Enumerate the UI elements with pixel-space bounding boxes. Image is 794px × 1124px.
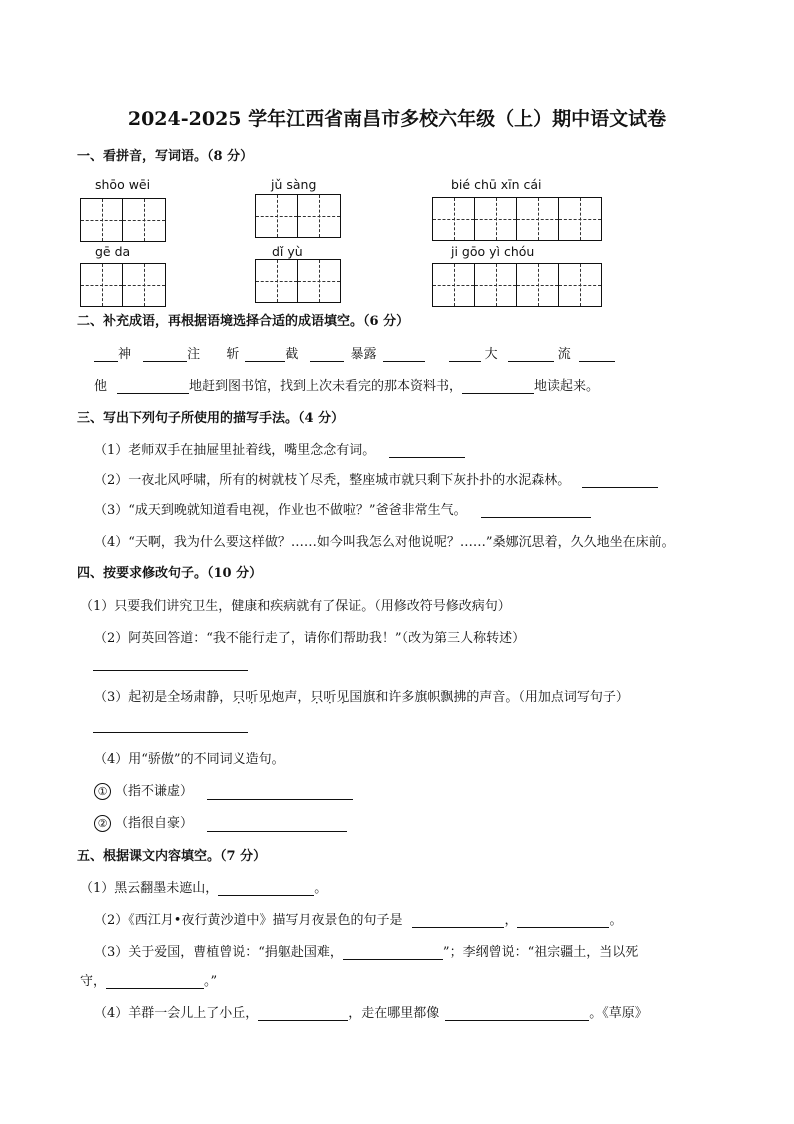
answer-blank[interactable] [106, 974, 204, 989]
sentence-text: 他 [94, 379, 108, 394]
blank[interactable] [245, 347, 285, 362]
answer-blank[interactable] [207, 785, 353, 800]
answer-blank[interactable] [481, 503, 591, 518]
question-text: （2）《西江月•夜行黄沙道中》描写月夜景色的句子是 [94, 913, 403, 928]
question-text: （1）黑云翻墨未遮山， [80, 881, 219, 896]
question-4-4: （4）用“骄傲”的不同词义造句。 [94, 752, 285, 767]
grid-cell[interactable] [81, 199, 123, 241]
question-text: （3）起初是全场肃静， [94, 690, 233, 705]
pinyin-3: bié chū xīn cái [451, 177, 542, 192]
blank[interactable] [94, 347, 118, 362]
blank[interactable] [449, 347, 481, 362]
blank[interactable] [462, 379, 534, 394]
question-5-1 [80, 877, 327, 896]
question-text: 炮声， [271, 690, 311, 705]
dotted-char: 听 [323, 690, 337, 705]
section-1-heading: 一、看拼音，写词语。（8 分） [77, 149, 254, 164]
answer-blank[interactable] [343, 945, 443, 960]
grid-cell[interactable] [123, 199, 165, 241]
question-text: （指不谦虚） [115, 784, 194, 799]
question-text: 。《草原》 [589, 1006, 648, 1021]
question-4-1: （1）只要我们讲究卫生，健康和疾病就有了保证。（用修改符号修改病句） [80, 599, 511, 614]
question-text: （3）“成天到晚就知道看电视，作业也不做啦？”爸爸非常生气。 [94, 503, 467, 518]
exam-title: 2024-2025 学年江西省南昌市多校六年级（上）期中语文试卷 [127, 108, 667, 130]
grid-cell[interactable] [256, 260, 298, 302]
question-text: 守， [80, 974, 107, 989]
answer-blank[interactable] [582, 473, 658, 488]
grid-cell[interactable] [559, 264, 601, 306]
answer-blank[interactable] [207, 817, 347, 832]
grid-cell[interactable] [517, 264, 559, 306]
question-text: ， [504, 913, 518, 928]
dotted-char: 听 [245, 690, 259, 705]
answer-blank[interactable] [445, 1006, 589, 1021]
blank[interactable] [117, 379, 189, 394]
question-4-4-2 [94, 812, 347, 832]
idiom-char: 流 [557, 347, 571, 362]
pinyin-5: dǐ yù [272, 244, 303, 259]
sentence-text: 地读起来。 [534, 379, 600, 394]
answer-blank[interactable] [517, 913, 609, 928]
question-text: 。” [204, 974, 218, 989]
question-text: ，走在哪里都像 [348, 1006, 440, 1021]
answer-line[interactable] [93, 670, 248, 671]
question-4-4-1 [94, 780, 353, 800]
question-text: 。 [314, 881, 328, 896]
question-text: 。 [609, 913, 623, 928]
grid-cell[interactable] [433, 198, 475, 240]
answer-blank[interactable] [412, 913, 504, 928]
question-5-2 [94, 909, 622, 928]
question-text: （指很自豪） [115, 816, 194, 831]
idiom-char: 神 [118, 347, 132, 362]
question-3-1 [94, 439, 465, 458]
idiom-char: 斩 [226, 347, 240, 362]
idiom-sentence [94, 375, 599, 394]
answer-blank[interactable] [389, 443, 465, 458]
grid-cell[interactable] [81, 264, 123, 306]
pinyin-1: shōo wēi [95, 177, 151, 192]
idiom-char: 暴露 [350, 347, 377, 362]
dotted-char: 见 [258, 690, 272, 705]
sentence-text: 地赶到图书馆，找到上次未看完的那本资料书， [189, 379, 463, 394]
grid-cell[interactable] [475, 198, 517, 240]
grid-cell[interactable] [298, 260, 340, 302]
blank[interactable] [508, 347, 554, 362]
pinyin-6: ji gōo yì chóu [451, 244, 535, 259]
grid-cell[interactable] [433, 264, 475, 306]
grid-cell[interactable] [298, 195, 340, 237]
char-grid-5[interactable] [255, 259, 341, 303]
section-4-heading: 四、按要求修改句子。（10 分） [77, 566, 263, 581]
question-text: （2）一夜北风呼啸，所有的树就枝丫尽秃，整座城市就只剩下灰扑扑的水泥森林。 [94, 473, 571, 488]
pinyin-4: gē da [95, 244, 131, 259]
dotted-char: 只 [232, 690, 246, 705]
circled-number: ① [94, 783, 111, 800]
question-3-3 [94, 499, 591, 518]
grid-cell[interactable] [559, 198, 601, 240]
blank[interactable] [383, 347, 425, 362]
question-text: 国旗和许多旗帜飘拂的声音。（用加点词写句子） [349, 690, 629, 705]
answer-line[interactable] [93, 732, 248, 733]
dotted-char: 见 [336, 690, 350, 705]
question-3-4: （4）“天啊，我为什么要这样做？……如今叫我怎么对他说呢？……”桑娜沉思着，久久地坐在床前。 [94, 535, 675, 550]
question-4-2: （2）阿英回答道：“我不能行走了，请你们帮助我！”（改为第三人称转述） [94, 631, 526, 646]
blank[interactable] [310, 347, 344, 362]
char-grid-3[interactable] [432, 197, 602, 241]
idiom-row [94, 343, 615, 362]
grid-cell[interactable] [517, 198, 559, 240]
char-grid-1[interactable] [80, 198, 166, 242]
char-grid-4[interactable] [80, 263, 166, 307]
dotted-char: 只 [310, 690, 324, 705]
question-text: （3）关于爱国，曹植曾说：“捐躯赴国难， [94, 945, 343, 960]
grid-cell[interactable] [123, 264, 165, 306]
question-3-2 [94, 469, 658, 488]
question-5-3 [94, 941, 638, 960]
blank[interactable] [143, 347, 187, 362]
section-2-heading: 二、补充成语，再根据语境选择合适的成语填空。（6 分） [77, 314, 410, 329]
char-grid-2[interactable] [255, 194, 341, 238]
answer-blank[interactable] [218, 881, 314, 896]
grid-cell[interactable] [475, 264, 517, 306]
idiom-char: 大 [484, 347, 498, 362]
pinyin-2: jǔ sàng [271, 177, 317, 192]
grid-cell[interactable] [256, 195, 298, 237]
question-4-3 [94, 686, 629, 705]
blank[interactable] [579, 347, 615, 362]
circled-number: ② [94, 815, 111, 832]
section-3-heading: 三、写出下列句子所使用的描写手法。（4 分） [77, 411, 345, 426]
char-grid-6[interactable] [432, 263, 602, 307]
question-text: （4）羊群一会儿上了小丘， [94, 1006, 259, 1021]
idiom-char: 截 [285, 347, 299, 362]
idiom-char: 注 [187, 347, 201, 362]
question-5-4 [94, 1002, 648, 1021]
section-5-heading: 五、根据课文内容填空。（7 分） [77, 849, 267, 864]
question-text: ”；李纲曾说：“祖宗疆土，当以死 [442, 945, 639, 960]
question-5-3-cont [80, 970, 217, 989]
question-text: （1）老师双手在抽屉里扯着线，嘴里念念有词。 [94, 443, 376, 458]
answer-blank[interactable] [258, 1006, 348, 1021]
